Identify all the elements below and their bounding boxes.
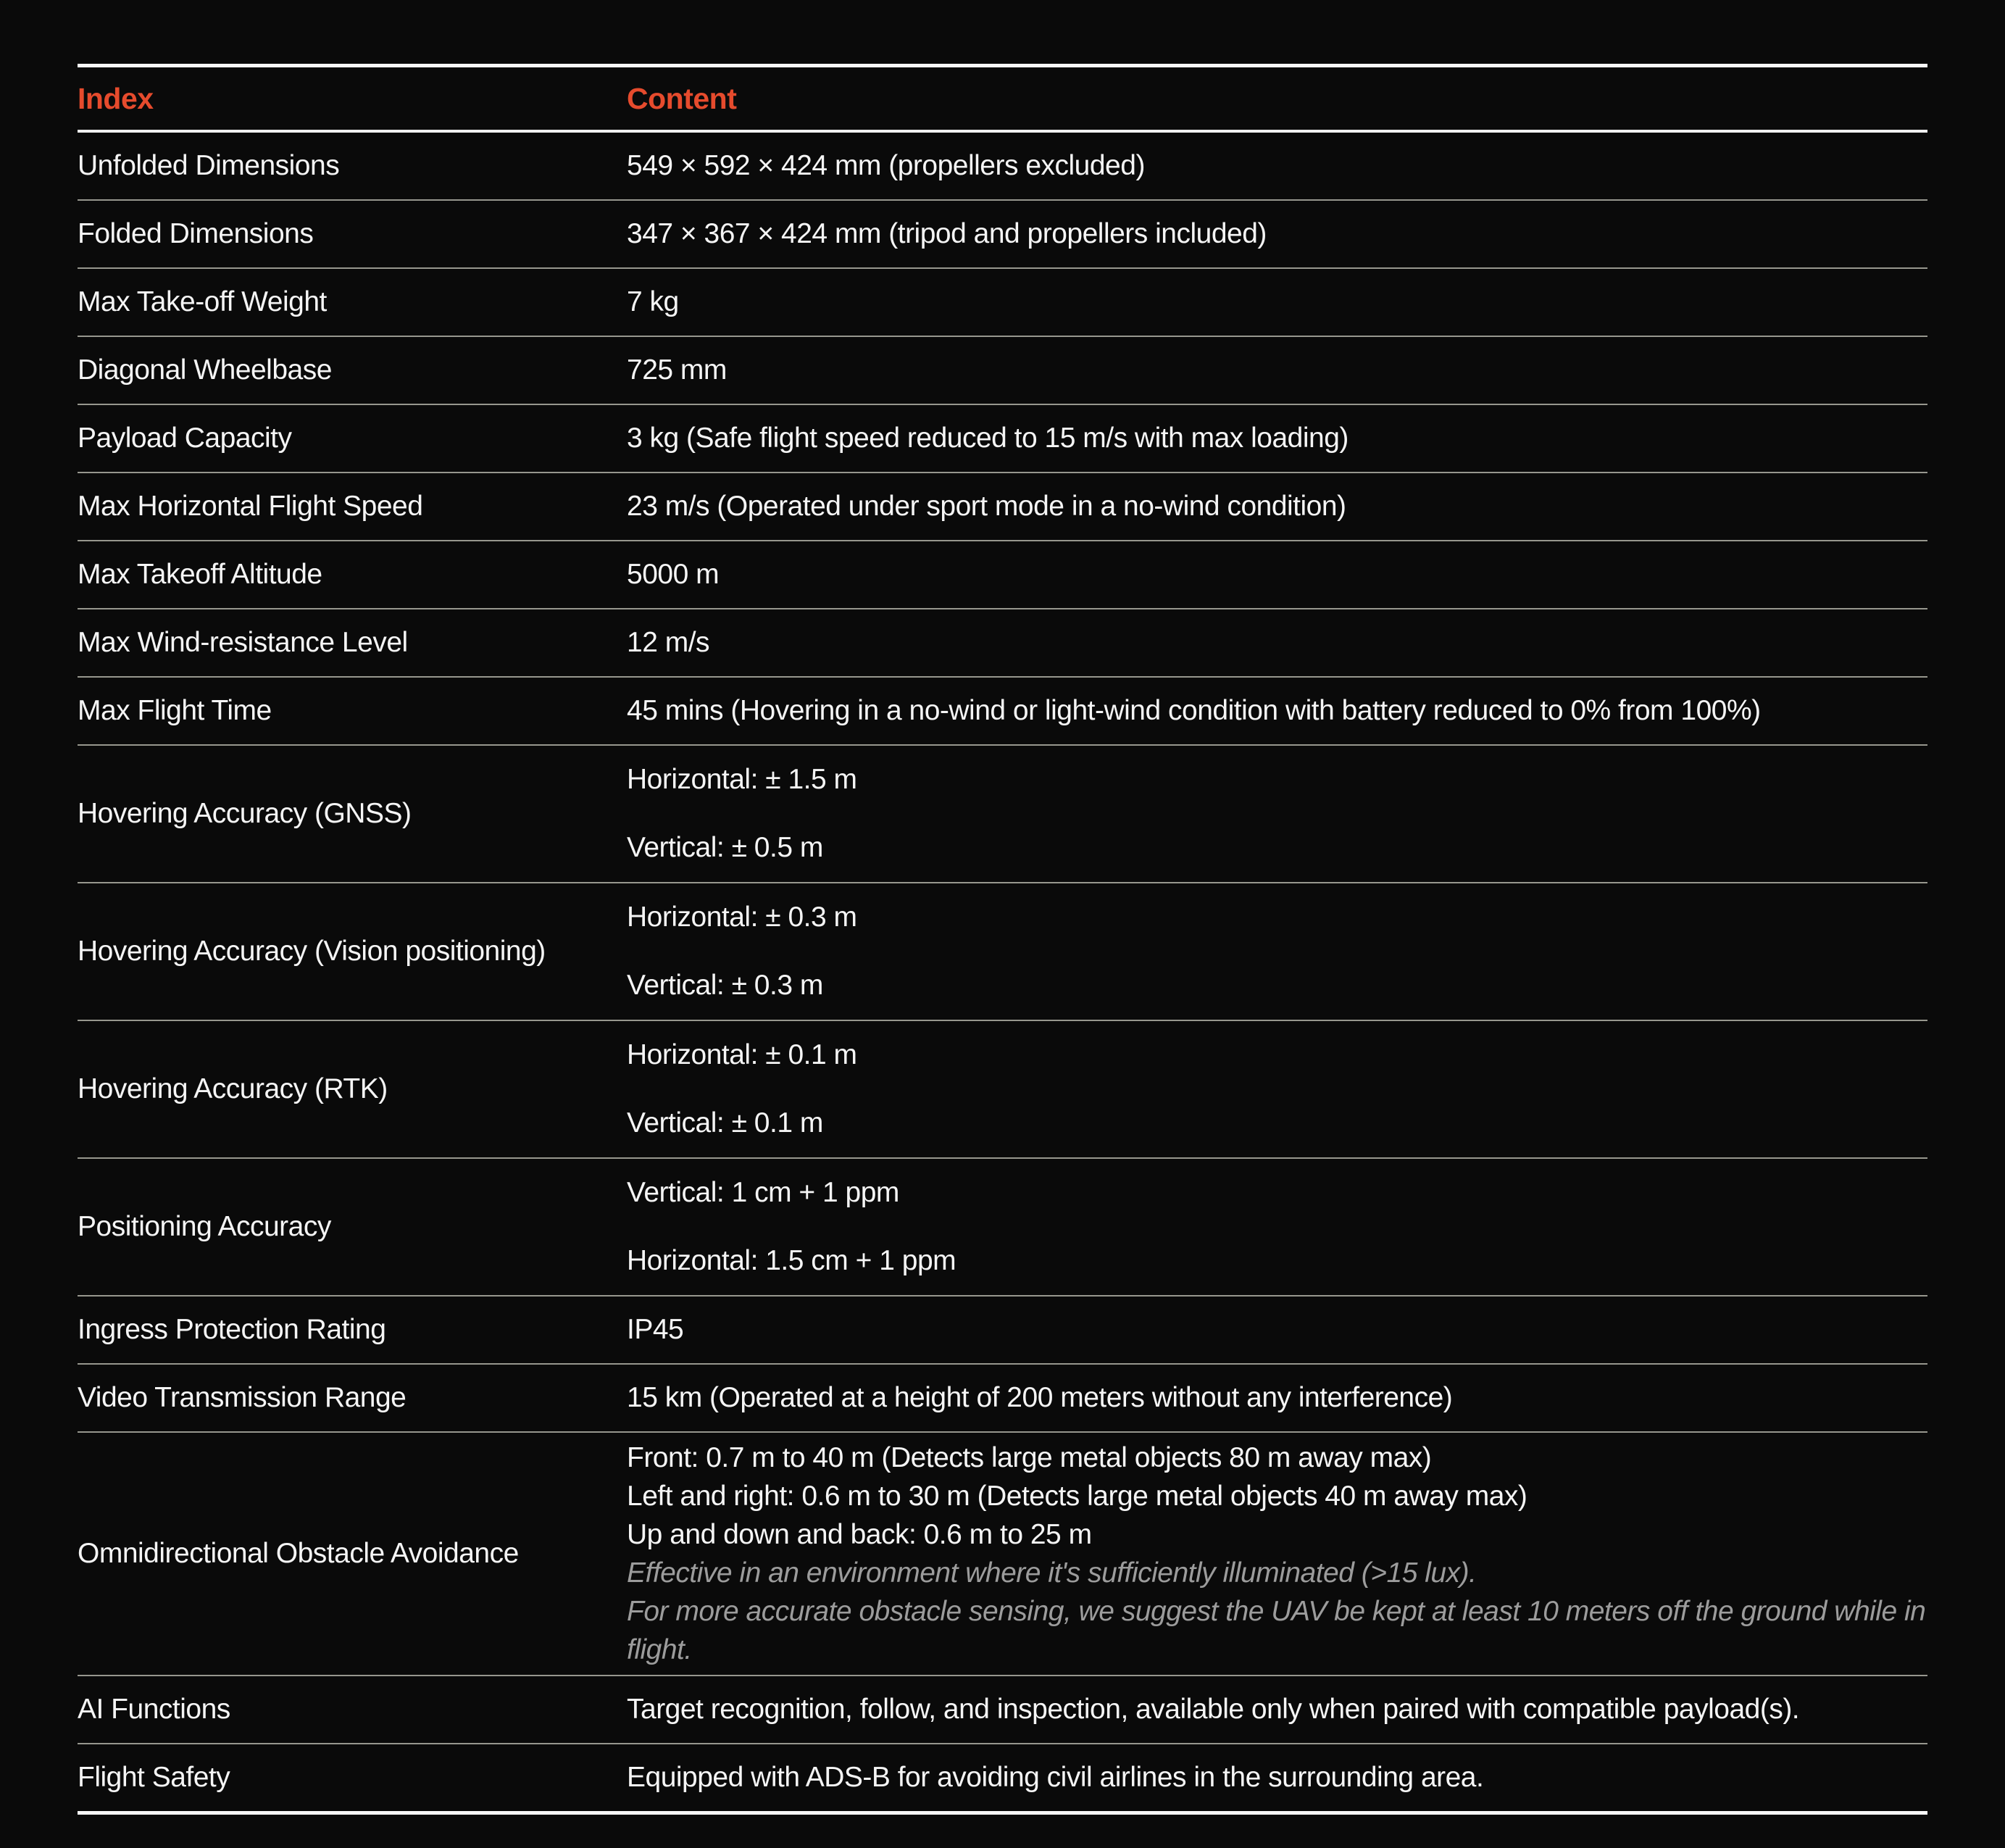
table-row <box>78 1021 1927 1159</box>
header-index-label: Index <box>78 81 154 115</box>
row-index-label: Hovering Accuracy (RTK) <box>78 1073 388 1104</box>
content-line: Horizontal: ± 1.5 m <box>627 764 857 795</box>
table-body <box>78 133 1927 1811</box>
row-content <box>627 1365 1927 1431</box>
row-content <box>627 1296 1927 1363</box>
content-line: 12 m/s <box>627 627 710 658</box>
content-line: Vertical: 1 cm + 1 ppm <box>627 1177 899 1208</box>
content-line: 15 km (Operated at a height of 200 meters without any interference) <box>627 1382 1453 1413</box>
table-row <box>78 1296 1927 1365</box>
row-index-label: Hovering Accuracy (GNSS) <box>78 798 412 829</box>
content-line: 5000 m <box>627 559 720 590</box>
content-line: Vertical: ± 0.3 m <box>627 970 823 1001</box>
table-row <box>78 269 1927 337</box>
table-row <box>78 883 1927 1021</box>
content-line: Front: 0.7 m to 40 m (Detects large metal objects 80 m away max) <box>627 1442 1432 1473</box>
row-index-label: Video Transmission Range <box>78 1382 407 1413</box>
content-note-line: For more accurate obstacle sensing, we suggest the UAV be kept at least 10 meters off the ground while in flight. <box>627 1596 1926 1665</box>
row-content <box>627 609 1927 676</box>
row-index-label: Flight Safety <box>78 1762 230 1793</box>
row-index-label: Diagonal Wheelbase <box>78 354 332 386</box>
row-index-label: Max Wind-resistance Level <box>78 627 408 658</box>
content-line: Vertical: ± 0.1 m <box>627 1107 823 1139</box>
row-content <box>627 1744 1927 1811</box>
content-line: 23 m/s (Operated under sport mode in a no-wind condition) <box>627 491 1346 522</box>
table-row <box>78 1365 1927 1433</box>
table-row <box>78 1676 1927 1744</box>
content-line: Horizontal: ± 0.1 m <box>627 1039 857 1070</box>
table-row <box>78 133 1927 201</box>
table-row <box>78 746 1927 883</box>
content-line: 725 mm <box>627 354 727 386</box>
row-index-label: Max Take-off Weight <box>78 286 327 317</box>
content-note-line: Effective in an environment where it's sufficiently illuminated (>15 lux). <box>627 1557 1477 1589</box>
content-line: IP45 <box>627 1314 684 1345</box>
table-header-row <box>78 67 1927 133</box>
content-line: Up and down and back: 0.6 m to 25 m <box>627 1519 1092 1550</box>
table-row <box>78 678 1927 746</box>
row-content <box>627 201 1927 267</box>
content-line: 45 mins (Hovering in a no-wind or light-wind condition with battery reduced to 0% from 100%) <box>627 695 1761 726</box>
row-content <box>627 1676 1927 1743</box>
row-content <box>627 473 1927 540</box>
row-content <box>627 678 1927 744</box>
row-content <box>627 1021 1927 1157</box>
content-line: 347 × 367 × 424 mm (tripod and propellers included) <box>627 218 1267 249</box>
table-row <box>78 337 1927 405</box>
row-content <box>627 405 1927 472</box>
content-line: Target recognition, follow, and inspection, available only when paired with compatible payload(s). <box>627 1694 1800 1725</box>
row-index-label: AI Functions <box>78 1694 230 1725</box>
row-index-label: Payload Capacity <box>78 423 292 454</box>
row-content <box>627 337 1927 404</box>
row-index-label: Max Takeoff Altitude <box>78 559 322 590</box>
row-index-label: Positioning Accuracy <box>78 1211 331 1242</box>
table-row <box>78 1744 1927 1811</box>
row-index-label: Omnidirectional Obstacle Avoidance <box>78 1538 519 1569</box>
row-index-label: Hovering Accuracy (Vision positioning) <box>78 936 546 967</box>
content-line: Vertical: ± 0.5 m <box>627 832 823 863</box>
content-line: Equipped with ADS-B for avoiding civil airlines in the surrounding area. <box>627 1762 1484 1793</box>
content-line: Horizontal: ± 0.3 m <box>627 902 857 933</box>
table-row <box>78 609 1927 678</box>
row-content <box>627 541 1927 608</box>
row-index-label: Max Flight Time <box>78 695 272 726</box>
content-line: Horizontal: 1.5 cm + 1 ppm <box>627 1245 956 1276</box>
row-index-label: Unfolded Dimensions <box>78 150 340 181</box>
table-row <box>78 201 1927 269</box>
row-content <box>627 1159 1927 1295</box>
row-index-label: Folded Dimensions <box>78 218 314 249</box>
row-content <box>627 133 1927 199</box>
row-index-label: Ingress Protection Rating <box>78 1314 386 1345</box>
table-row <box>78 1433 1927 1676</box>
content-line: 3 kg (Safe flight speed reduced to 15 m/s with max loading) <box>627 423 1349 454</box>
table-row <box>78 405 1927 473</box>
table-row <box>78 1159 1927 1296</box>
table-row <box>78 473 1927 541</box>
header-content-label: Content <box>627 81 737 115</box>
content-line: Left and right: 0.6 m to 30 m (Detects large metal objects 40 m away max) <box>627 1481 1527 1512</box>
spec-table <box>78 64 1927 1815</box>
row-content <box>627 269 1927 336</box>
row-content <box>627 746 1927 882</box>
content-line: 7 kg <box>627 286 679 317</box>
content-line: 549 × 592 × 424 mm (propellers excluded) <box>627 150 1145 181</box>
row-index-label: Max Horizontal Flight Speed <box>78 491 423 522</box>
row-content <box>627 883 1927 1020</box>
row-content <box>627 1433 1927 1675</box>
table-row <box>78 541 1927 609</box>
